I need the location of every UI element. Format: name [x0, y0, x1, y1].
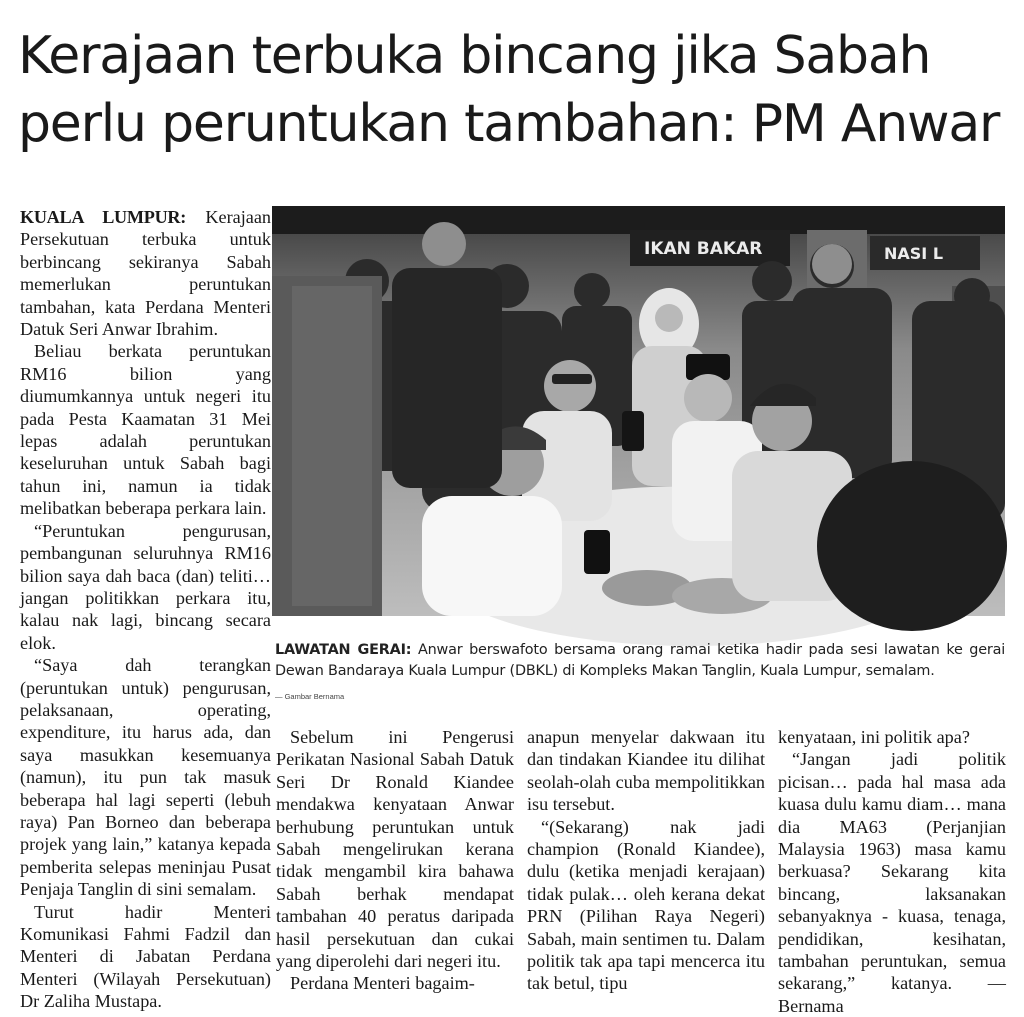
article-paragraph-continued: anapun menyelar dakwaan itu dan tindakan Kiandee itu dilihat seolah-olah cuba mempolitikkan isu tersebut.: [527, 727, 765, 815]
article-paragraph: “Saya dah terangkan (peruntukan untuk) pengurusan, pelaksanaan, operating, expenditure, itu harus ada, dan saya masukkan kesemuanya (namun), itu pun tak masuk beberapa hal lagi seperti (lebuh raya) Pan Borneo dan beberapa projek yang lain,” katanya kepada pemberita selepas meninjau Pusat Penjaja Tanglin di sini semalam.: [20, 655, 271, 900]
photo-caption: [275, 640, 1005, 682]
caption-lead: LAWATAN GERAI:: [275, 642, 412, 658]
article-paragraph: Beliau berkata peruntukan RM16 bilion yang diumumkannya untuk negeri itu pada Pesta Kaamatan 31 Mei lepas adalah peruntukan keseluruhan untuk Sabah bagi tahun ini, namun ia tidak melibatkan beberapa perkara lain.: [20, 341, 271, 519]
article-paragraph: KUALA LUMPUR: Kerajaan Persekutuan terbuka untuk berbincang sekiranya Sabah memerlukan peruntukan tambahan, kata Perdana Menteri Datuk Seri Anwar Ibrahim.: [20, 207, 271, 340]
article-column-2: [276, 726, 514, 995]
article-paragraph: “Jangan jadi politik picisan… pada hal masa ada kuasa dulu kamu diam… mana dia MA63 (Perjanjian Malaysia 1963) masa kamu berkuasa? Sekarang kita bincang, laksanakan sebanyaknya - kuasa, tenaga, pendidikan, kesihatan, tambahan peruntukan, semua sekarang,” katanya. — Bernama: [778, 749, 1006, 1016]
photo-credit: — Gambar Bernama: [275, 692, 345, 701]
headline: Kerajaan terbuka bincang jika Sabah perlu peruntukan tambahan: PM Anwar: [18, 26, 1000, 154]
article-paragraph: Perdana Menteri bagaim-: [290, 973, 475, 994]
sign-ikan-bakar: IKAN BAKAR: [644, 239, 763, 259]
article-column-1: [20, 206, 271, 1013]
article-column-3: [527, 726, 765, 995]
article-paragraph: “(Sekarang) nak jadi champion (Ronald Kiandee), dulu (ketika menjadi kerajaan) tidak pulak… oleh kerana dekat PRN (Pilihan Raya Negeri) Sabah, main sentimen tu. Dalam politik tak apa tapi mencerca itu tak betul, tipu: [527, 816, 765, 994]
article-paragraph: “Peruntukan pengurusan, pembangunan seluruhnya RM16 bilion saya dah baca (dan) teliti… jangan politikkan perkara itu, kalau nak lagi, bincang secara elok.: [20, 520, 271, 653]
dateline: KUALA LUMPUR:: [20, 207, 186, 227]
article-paragraph: Sebelum ini Pengerusi Perikatan Nasional Sabah Datuk Seri Dr Ronald Kiandee mendakwa kenyataan Anwar berhubung peruntukan untuk Sabah mengelirukan kerana tidak mengambil kira bahawa Sabah berhak mendapat tambahan 40 peratus daripada hasil persekutuan dan cukai yang diperolehi dari negeri itu.: [276, 727, 514, 972]
caption-text: Anwar berswafoto bersama orang ramai ketika hadir pada sesi lawatan ke gerai Dewan Bandaraya Kuala Lumpur (DBKL) di Kompleks Makan Tanglin, Kuala Lumpur, semalam.: [275, 642, 1006, 679]
sign-nasi: NASI L: [884, 244, 944, 263]
news-photo: [272, 206, 1005, 616]
article-column-4: [778, 726, 1006, 1017]
article-paragraph-continued: kenyataan, ini politik apa?: [778, 727, 970, 747]
article-paragraph: Turut hadir Menteri Komunikasi Fahmi Fadzil dan Menteri di Jabatan Perdana Menteri (Wilayah Persekutuan) Dr Zaliha Mustapa.: [20, 901, 271, 1012]
